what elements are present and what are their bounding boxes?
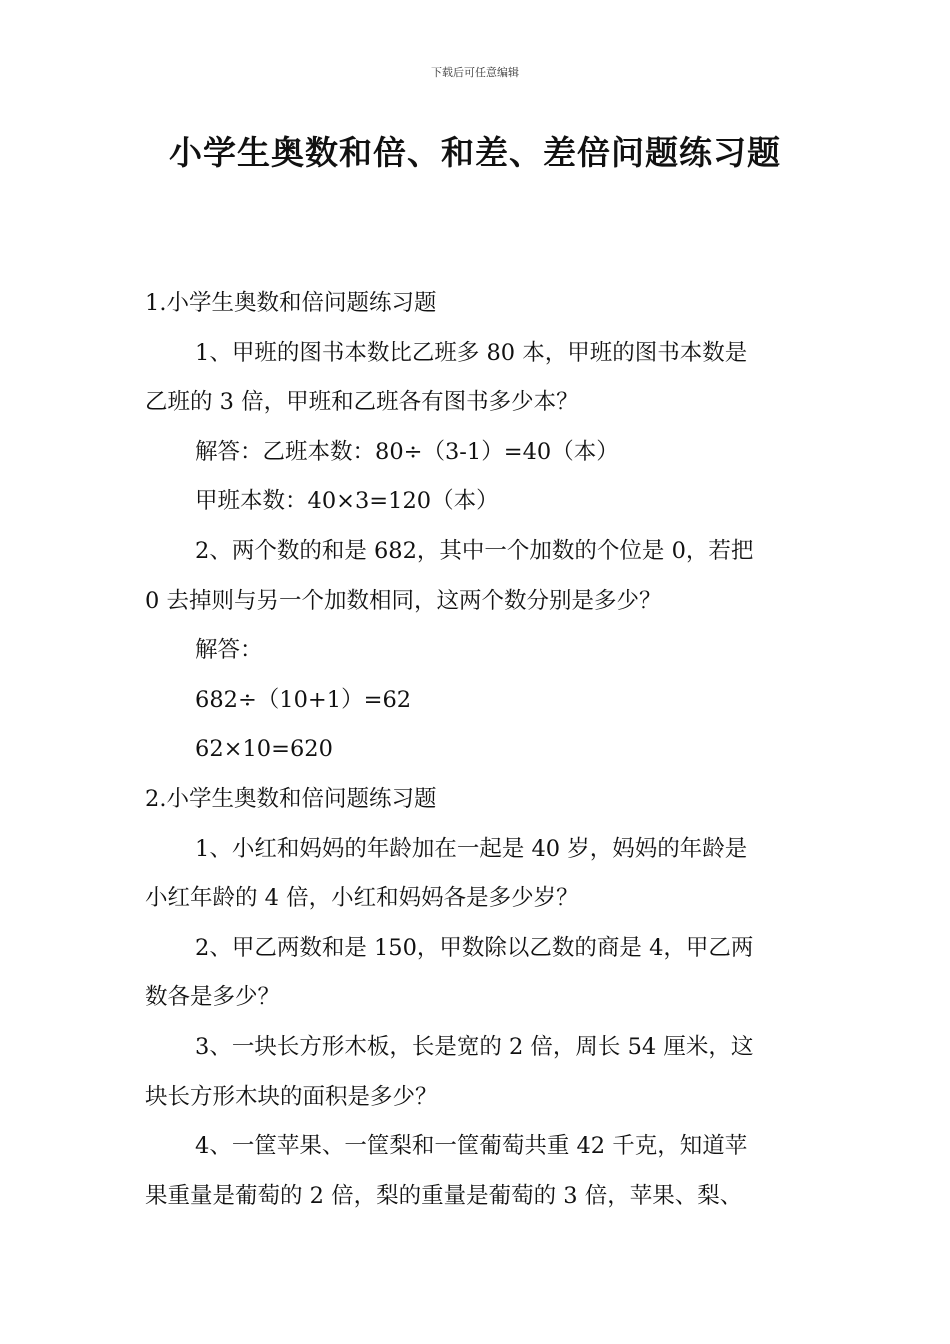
section-heading: 2.小学生奥数和倍问题练习题 [145, 785, 437, 812]
answer-text: 甲班本数：40×3=120（本） [195, 488, 499, 515]
problem-text: 3、一块长方形木板，长是宽的 2 倍，周长 54 厘米，这 [195, 1033, 754, 1060]
problem-text: 1、小红和妈妈的年龄加在一起是 40 岁，妈妈的年龄是 [195, 835, 748, 862]
problem-text: 块长方形木块的面积是多少？ [145, 1083, 438, 1110]
page-title: 小学生奥数和倍、和差、差倍问题练习题 [169, 133, 781, 172]
problem-text: 数各是多少？ [145, 984, 281, 1011]
section-heading: 1.小学生奥数和倍问题练习题 [145, 290, 437, 316]
problem-text: 1、甲班的图书本数比乙班多 80 本，甲班的图书本数是 [195, 339, 748, 366]
problem-text: 2、甲乙两数和是 150，甲数除以乙数的商是 4，甲乙两 [195, 934, 754, 961]
problem-text: 0 去掉则与另一个加数相同，这两个数分别是多少？ [145, 587, 662, 614]
document-body [145, 279, 810, 1221]
problem-text: 乙班的 3 倍，甲班和乙班各有图书多少本？ [145, 389, 579, 416]
problem-text: 4、一筐苹果、一筐梨和一筐葡萄共重 42 千克，知道苹 [195, 1133, 748, 1160]
answer-label: 解答： [195, 637, 263, 664]
answer-text: 62×10=620 [195, 736, 333, 763]
problem-text: 2、两个数的和是 682，其中一个加数的个位是 0，若把 [195, 537, 754, 564]
answer-text: 解答：乙班本数：80÷（3-1）=40（本） [195, 438, 619, 465]
answer-text: 682÷（10+1）=62 [195, 686, 412, 713]
header-note: 下载后可任意编辑 [431, 66, 519, 79]
problem-text: 小红年龄的 4 倍，小红和妈妈各是多少岁？ [145, 885, 579, 912]
problem-text: 果重量是葡萄的 2 倍，梨的重量是葡萄的 3 倍，苹果、梨、 [145, 1182, 743, 1209]
